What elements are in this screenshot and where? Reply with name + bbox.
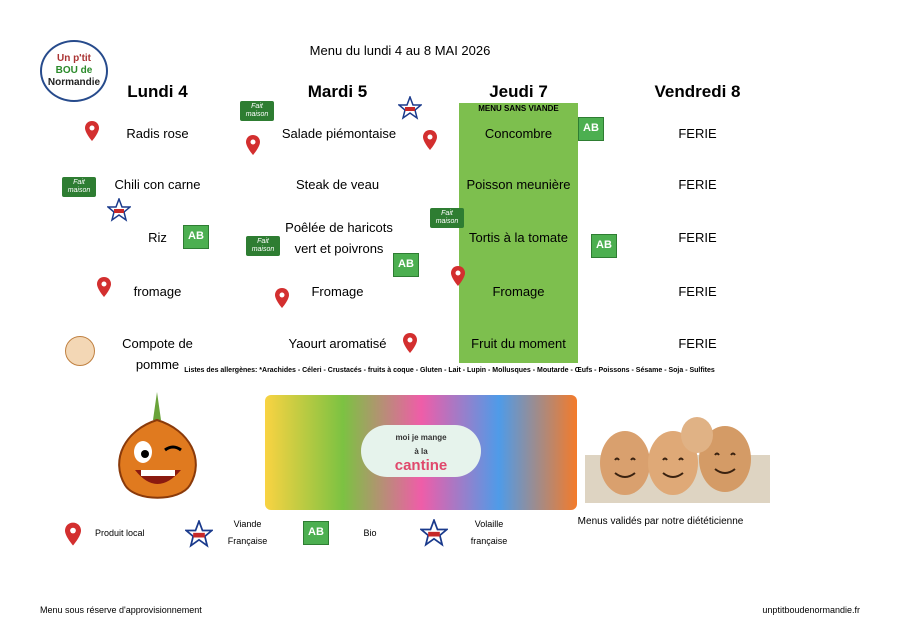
menu-item: Riz	[148, 230, 167, 245]
menu-title: Menu du lundi 4 au 8 MAI 2026	[309, 43, 491, 58]
bio-ab-icon: AB	[393, 253, 419, 277]
menu-item: Poisson meunière	[466, 177, 571, 192]
validated-note: Menus validés par notre diététicienne	[577, 516, 744, 527]
menu-item: FERIE	[678, 177, 717, 192]
menu-item: Concombre	[484, 126, 553, 141]
viande-francaise-icon	[185, 520, 213, 548]
menu-item: Yaourt aromatisé	[288, 336, 387, 351]
meatless-subtitle: MENU SANS VIANDE	[478, 104, 559, 113]
fait-maison-badge: Fait maison	[246, 236, 280, 256]
cantine-plate	[361, 425, 481, 477]
day-header-jeudi: Jeudi 7	[489, 82, 548, 101]
fruit-label-icon	[65, 336, 95, 366]
location-pin-icon	[97, 277, 111, 297]
day-header-mardi: Mardi 5	[307, 82, 368, 101]
menu-item: Radis rose	[126, 126, 189, 141]
bio-ab-icon: AB	[591, 234, 617, 258]
location-pin-icon	[275, 288, 289, 308]
fait-maison-badge: Fait maison	[430, 208, 464, 228]
onion-mascot-image	[105, 390, 210, 510]
bio-ab-icon: AB	[303, 521, 329, 545]
banner-line-3: cantine	[394, 457, 448, 474]
day-header-vendredi: Vendredi 8	[654, 82, 741, 101]
menu-item: Fromage	[311, 284, 364, 299]
allergens-list: Listes des allergènes: *Arachides - Céleri - Crustacés - fruits à coque - Gluten - Lait - Lupin - Mollusques - Moutarde - Œufs - Poissons - Sésame - Soja - Sulfites	[184, 367, 715, 374]
cantine-banner-image	[265, 395, 577, 510]
eggs-image	[585, 415, 770, 503]
menu-item: FERIE	[678, 284, 717, 299]
menu-item: FERIE	[678, 336, 717, 351]
menu-item: Fruit du moment	[471, 336, 566, 351]
location-pin-icon	[65, 522, 81, 546]
footer-website: unptitboudenormandie.fr	[762, 605, 860, 615]
bio-ab-icon: AB	[183, 225, 209, 249]
menu-item: Steak de veau	[295, 177, 380, 192]
menu-item: Tortis à la tomate	[469, 230, 568, 245]
location-pin-icon	[451, 266, 465, 286]
logo-line-1: Un p'tit	[56, 53, 92, 64]
location-pin-icon	[423, 130, 437, 150]
footer-note: Menu sous réserve d'approvisionnement	[40, 605, 202, 615]
logo-line-3: Normandie	[47, 77, 101, 88]
location-pin-icon	[403, 333, 417, 353]
legend-volaille: Volaille française	[470, 519, 508, 546]
viande-francaise-icon	[107, 198, 131, 222]
legend-viande: Viande Française	[227, 519, 268, 546]
fait-maison-badge: Fait maison	[62, 177, 96, 197]
location-pin-icon	[246, 135, 260, 155]
menu-item: Compote de pomme	[122, 336, 193, 372]
menu-item: FERIE	[678, 126, 717, 141]
legend-local: Produit local	[95, 528, 145, 538]
menu-item: Salade piémontaise	[281, 126, 397, 141]
bio-ab-icon: AB	[578, 117, 604, 141]
banner-line-1: moi je mange	[395, 433, 447, 442]
menu-item: Poêlée de haricots vert et poivrons	[285, 220, 393, 256]
fait-maison-badge: Fait maison	[240, 101, 274, 121]
menu-item: Chili con carne	[114, 177, 201, 192]
volaille-francaise-icon	[398, 96, 422, 120]
menu-item: Fromage	[492, 284, 545, 299]
legend-bio: Bio	[363, 528, 377, 538]
day-header-lundi: Lundi 4	[127, 82, 188, 101]
location-pin-icon	[85, 121, 99, 141]
banner-line-2: à la	[414, 447, 428, 456]
logo-line-2: BOU de	[55, 65, 93, 76]
menu-item: fromage	[133, 284, 182, 299]
volaille-francaise-icon	[420, 519, 448, 547]
menu-item: FERIE	[678, 230, 717, 245]
